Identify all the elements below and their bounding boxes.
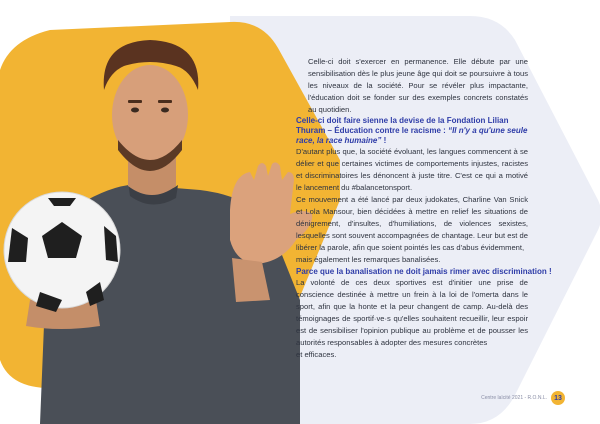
paragraph-volonte	[296, 277, 528, 361]
section-heading-devise	[296, 116, 528, 146]
paragraph-remarques: mais également les remarques banalisées.	[296, 255, 441, 264]
section-heading-banalisation: Parce que la banalisation ne doit jamais rimer avec discrimination !	[296, 267, 552, 276]
page-footer	[481, 391, 565, 405]
article-text	[296, 56, 552, 361]
footer-label: Centre laïcité 2021 - R.O.N.L.	[481, 395, 547, 401]
paragraph-mouvement: Ce mouvement a été lancé par deux judokates, Charline Van Snick et Lola Mansour, bien décidées à mettre en relief les situations de dénigrement, d'insultes, d'humiliations, de violences sexistes, lesquelles sont souvent accompagnées de chantage. Leur but est de libérer la parole, afin que soient pointés les cas d'abus évidemment,	[296, 195, 528, 252]
paragraph-volonte-text: La volonté de ces deux sportives est d'initier une prise de conscience destinée à mettre un frein à la loi de l'omerta dans le sport, afin que la honte et la peur changent de camp. Au-delà des témoignages de sportif·ve·s qu'elles souhaitent recueillir, leur espoir est de sensibiliser l'opinion publique au problème et de pousser les autorités responsables à adopter des mesures concrètes	[296, 278, 528, 347]
page-number: 13	[551, 391, 565, 405]
heading-devise-text: Celle-ci doit faire sienne la devise de la Fondation Lilian Thuram – Éducation contre le racisme :	[296, 116, 509, 135]
paragraph-volonte-end: et efficaces.	[296, 350, 337, 359]
intro-paragraph: Celle-ci doit s'exercer en permanence. Elle débute par une sensibilisation dès le plus jeune âge qui doit se poursuivre à tous les niveaux de la société. Pour se révéler plus impactante, l'éducation doit se fonder sur des exemples concrets constatés au quotidien.	[308, 57, 528, 114]
heading-devise-end: !	[381, 136, 387, 145]
paragraph-societe: D'autant plus que, la société évoluant, les langues commencent à se délier et que certaines victimes de comportements injustes, racistes et discriminatoires les dénoncent à juste titre. C'est ce qui a motivé le lancement du #balancetonsport.	[296, 147, 528, 192]
heading-devise-quote: “Il n'y a qu'une seule race, la race humaine”	[296, 126, 528, 145]
